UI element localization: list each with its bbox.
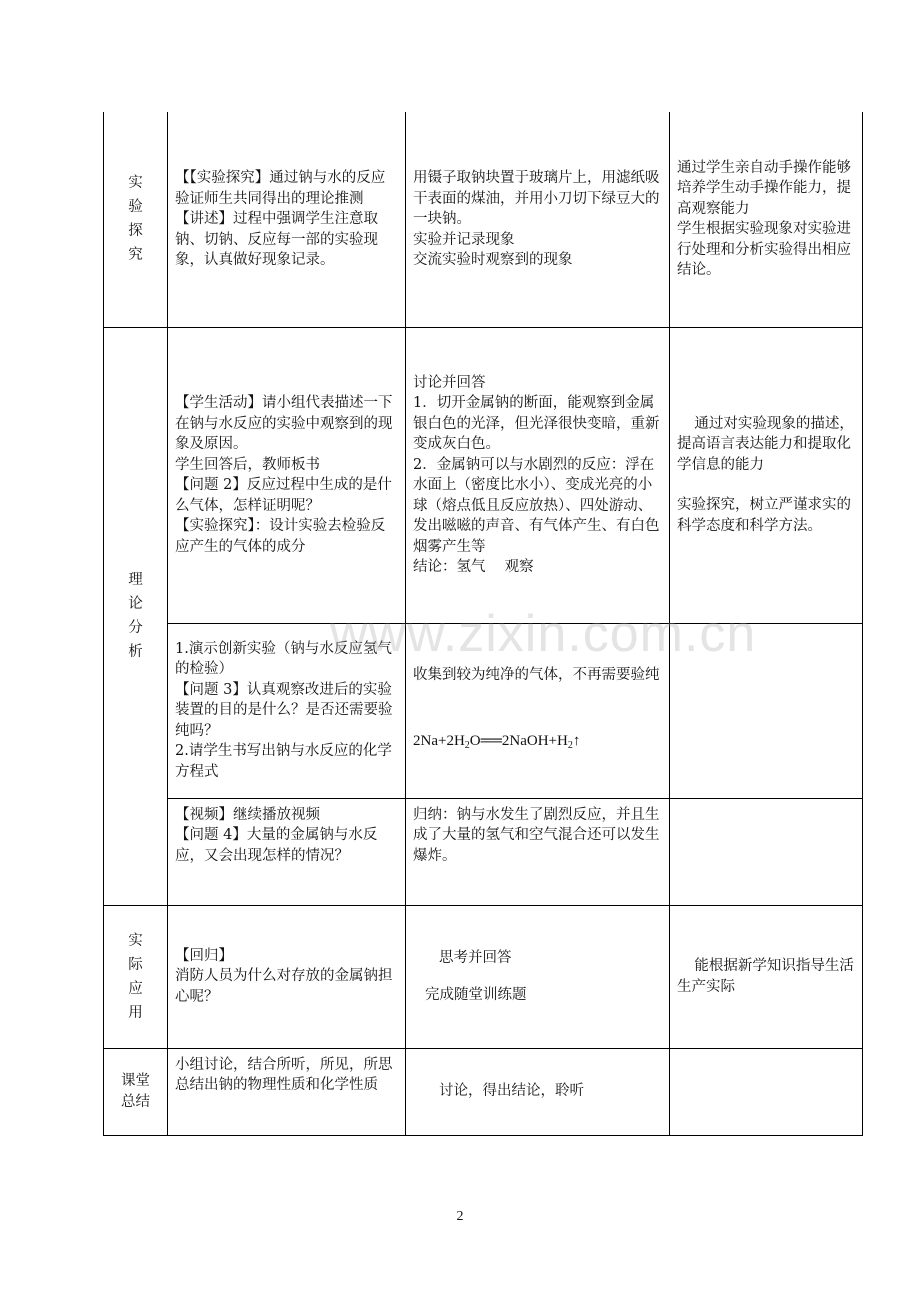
theory-a-student-cell [406,327,670,623]
row-summary [104,1048,863,1135]
page-number: 2 [456,1209,464,1224]
student-text: 1．切开金属钠的断面，能观察到金属银白色的光泽，但光泽很快变暗，重新变成灰白色。 [413,395,660,452]
label-experiment: 实验探究 [104,112,168,327]
label-summary: 课堂总结 [104,1048,168,1135]
student-text: 实验并记录现象 [413,231,515,248]
theory-b-intent-cell [670,623,863,798]
teacher-text: 【回归】 [175,947,233,964]
theory-b-teacher-cell [168,623,406,798]
row-theory-a [104,327,863,623]
application-intent-cell [670,905,863,1048]
row-theory-b [104,623,863,798]
teacher-text: 【问题 3】认真观察改进后的实验装置的目的是什么？是否还需要验纯吗？ [175,681,393,739]
teacher-text: 2.请学生书写出钠与水反应的化学方程式 [175,743,392,780]
student-text: 2．金属钠可以与水剧烈的反应：浮在水面上（密度比水小）、变成光亮的小球（熔点低且反应放热）、四处游动、发出嗞嗞的声音、有气体产生、有白色烟雾产生等 [413,456,660,555]
teacher-text: 学生回答后，教师板书 [175,456,320,473]
theory-b-student-cell [406,623,670,798]
chemical-equation: $2Na+2H_2O══2NaOH+H_2↑$ [413,733,581,751]
teacher-text: 【问题 4】大量的金属钠与水反应，又会出现怎样的情况？ [175,827,378,864]
theory-c-intent-cell [670,798,863,905]
application-student-cell [406,905,670,1048]
theory-c-teacher-cell [168,798,406,905]
theory-a-intent-cell [670,327,863,623]
intent-text: 通过对实验现象的描述，提高语言表达能力和提取化学信息的能力 [677,415,854,473]
teacher-text: 【问题 2】反应过程中生成的是什么气体，怎样证明呢？ [175,477,392,514]
experiment-teacher-cell [168,112,406,327]
experiment-intent-cell [670,112,863,327]
application-teacher-cell [168,905,406,1048]
summary-teacher-cell [168,1048,406,1135]
summary-intent-cell [670,1048,863,1135]
teacher-text: 1.演示创新实验（钠与水反应氢气的检验） [175,640,392,678]
experiment-student-cell [406,112,670,327]
student-text: 收集到较为纯净的气体，不再需要验纯 [413,666,660,683]
theory-c-student-cell [406,798,670,905]
theory-a-teacher-cell [168,327,406,623]
teacher-text: 【讲述】过程中强调学生注意取钠、切钠、反应每一部的实验现象，认真做好现象记录。 [175,211,378,268]
row-application [104,905,863,1048]
label-theory: 理论分析 [104,327,168,905]
teacher-text: 【【实验探究】通过钠与水的反应验证师生共同得出的理论推测 [175,170,386,207]
student-text: 完成随堂训练题 [425,986,527,1003]
student-text: 讨论，得出结论，聆听 [439,1083,584,1100]
intent-text: 能根据新学知识指导生活生产实际 [677,958,854,995]
row-theory-c [104,798,863,905]
student-text: 结论：氢气 观察 [413,559,534,575]
lesson-plan-table [103,112,863,1136]
student-text: 归纳：钠与水发生了剧烈反应，并且生成了大量的氢气和空气混合还可以发生爆炸。 [413,806,660,864]
student-text: 交流实验时观察到的现象 [413,252,573,268]
intent-text: 通过学生亲自动手操作能够培养学生动手操作能力，提高观察能力 [677,159,851,217]
student-text: 思考并回答 [439,950,512,966]
teacher-text: 消防人员为什么对存放的金属钠担心呢？ [175,968,393,1005]
teacher-text: 【视频】继续播放视频 [175,806,320,823]
summary-student-cell [406,1048,670,1135]
student-text: 讨论并回答 [413,374,486,391]
student-text: 用镊子取钠块置于玻璃片上，用滤纸吸干表面的煤油，并用小刀切下绿豆大的一块钠。 [413,170,660,227]
row-experiment [104,112,863,327]
intent-text: 学生根据实验现象对实验进行处理和分析实验得出相应结论。 [677,221,851,279]
watermark: www.zixin.com.cn [330,605,757,663]
label-application: 实际应用 [104,905,168,1048]
teacher-text: 【学生活动】请小组代表描述一下在钠与水反应的实验中观察到的现象及原因。 [175,395,393,452]
teacher-text: 【实验探究】：设计实验去检验反应产生的气体的成分 [175,518,386,555]
teacher-text: 小组讨论，结合所听，所见，所思总结出钠的物理性质和化学性质 [175,1056,393,1093]
intent-text: 实验探究，树立严谨求实的科学态度和科学方法。 [677,497,851,534]
